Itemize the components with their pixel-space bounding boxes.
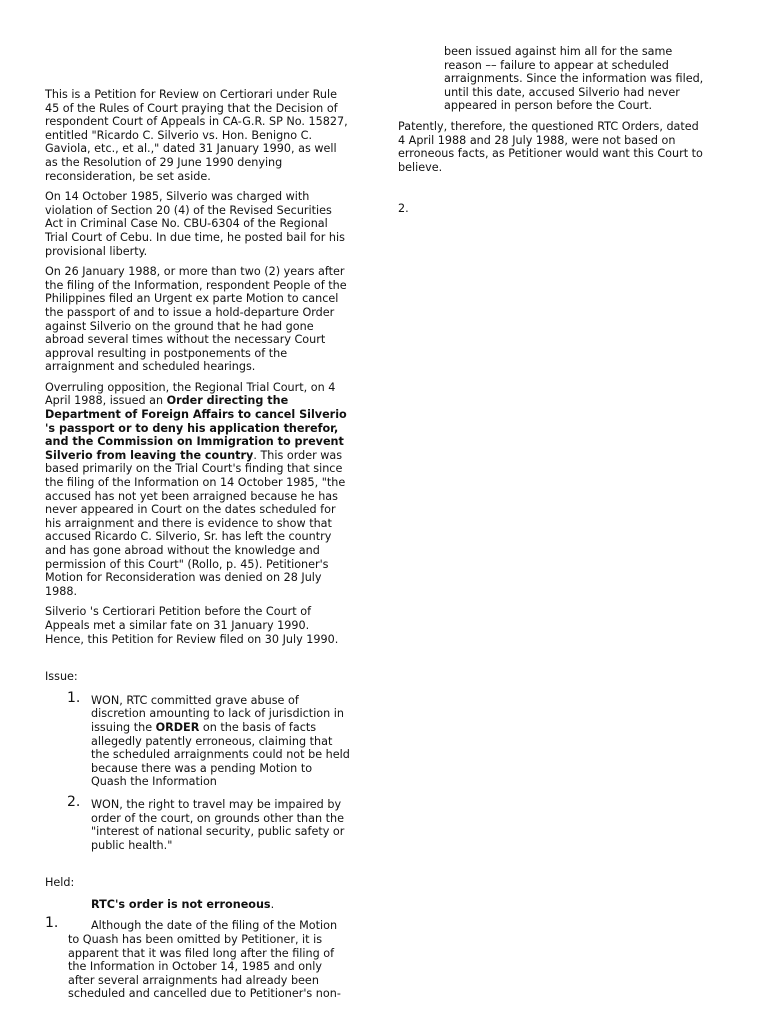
issue-1-text-pre: WON, RTC committed grave abuse of discretion amounting to lack of jurisdiction in issuing the — [91, 693, 344, 734]
issue-number-2: 2. — [67, 793, 81, 810]
held-ruling — [91, 898, 350, 912]
held-number-1: 1. — [45, 915, 59, 932]
certiorari-paragraph: Silverio 's Certiorari Petition before the Court of Appeals met a similar fate on 31 January 1990. Hence, this Petition for Review filed on 30 July 1990. — [45, 605, 339, 646]
list-number-2: 2. — [398, 202, 409, 216]
order-text-pre: Overruling opposition, the Regional Trial Court, on 4 April 1988, issued an — [45, 380, 336, 408]
issue-number-1: 1. — [67, 689, 81, 706]
held-ruling-period: . — [270, 897, 275, 911]
order-text-bold: Order directing the Department of Foreign Affairs to cancel Silverio 's passport or to deny his application therefor, and the Commission on Immigration to prevent Silverio from leaving the country — [45, 394, 347, 462]
right-column — [398, 45, 708, 216]
held-item-1 — [45, 915, 350, 1001]
order-text-post: . This order was based primarily on the Trial Court's finding that since the filing of the Information on 14 October 1985, "the accused has not yet been arraigned because he has never appeared in Court on the dates scheduled for his arraignment and there is evidence to show that accused Ricardo C. Silverio, Sr. has left the country and has gone abroad without the knowledge and permission of this Court" (Rollo, p. 45). Petitioner's Motion for Reconsideration was denied on 28 July 1988. — [45, 448, 346, 598]
continued-text: been issued against him all for the same reason –– failure to appear at scheduled arraignments. Since the information was filed, until this date, accused Silverio had never appeared in person before the Court. — [444, 45, 704, 113]
issue-1-text-post: on the basis of facts allegedly patently erroneous, claiming that the scheduled arraignments could not be held because there was a pending Motion to Quash the Information — [91, 720, 350, 789]
issue-1-text-bold: ORDER — [155, 720, 200, 734]
held-ruling-bold: RTC's order is not erroneous — [91, 897, 271, 911]
held-heading: Held: — [45, 876, 75, 890]
held-item-1-text: Although the date of the filing of the Motion to Quash has been omitted by Petitioner, it is apparent that it was filed long after the filing of the Information in October 14, 1985 and only after several arraignments had already been scheduled and cancelled due to Petitioner's non- — [68, 919, 341, 1001]
issue-item-2 — [45, 793, 350, 852]
issue-item-1 — [45, 689, 350, 789]
left-column — [45, 88, 350, 1001]
charge-paragraph: On 14 October 1985, Silverio was charged with violation of Section 20 (4) of the Revised Securities Act in Criminal Case No. CBU-6304 of the Regional Trial Court of Cebu. In due time, he posted bail for his provisional liberty. — [45, 190, 345, 258]
patently-paragraph: Patently, therefore, the questioned RTC Orders, dated 4 April 1988 and 28 July 1988, were not based on erroneous facts, as Petitioner would want this Court to believe. — [398, 119, 703, 174]
motion-paragraph: On 26 January 1988, or more than two (2) years after the filing of the Information, respondent People of the Philippines filed an Urgent ex parte Motion to cancel the passport of and to issue a hold-departure Order against Silverio on the ground that he had gone abroad several times without the necessary Court approval resulting in postponements of the arraignment and scheduled hearings. — [45, 265, 347, 374]
issue-heading: Issue: — [45, 670, 78, 684]
intro-paragraph: This is a Petition for Review on Certiorari under Rule 45 of the Rules of Court praying that the Decision of respondent Court of Appeals in CA-G.R. SP No. 15827, entitled "Ricardo C. Silverio vs. Hon. Benigno C. Gaviola, etc., et al.," dated 31 January 1990, as well as the Resolution of 29 June 1990 denying reconsideration, be set aside. — [45, 88, 348, 183]
issue-2-text: WON, the right to travel may be impaired by order of the court, on grounds other than the "interest of national security, public safety or public health." — [91, 797, 345, 852]
order-paragraph — [45, 381, 350, 599]
